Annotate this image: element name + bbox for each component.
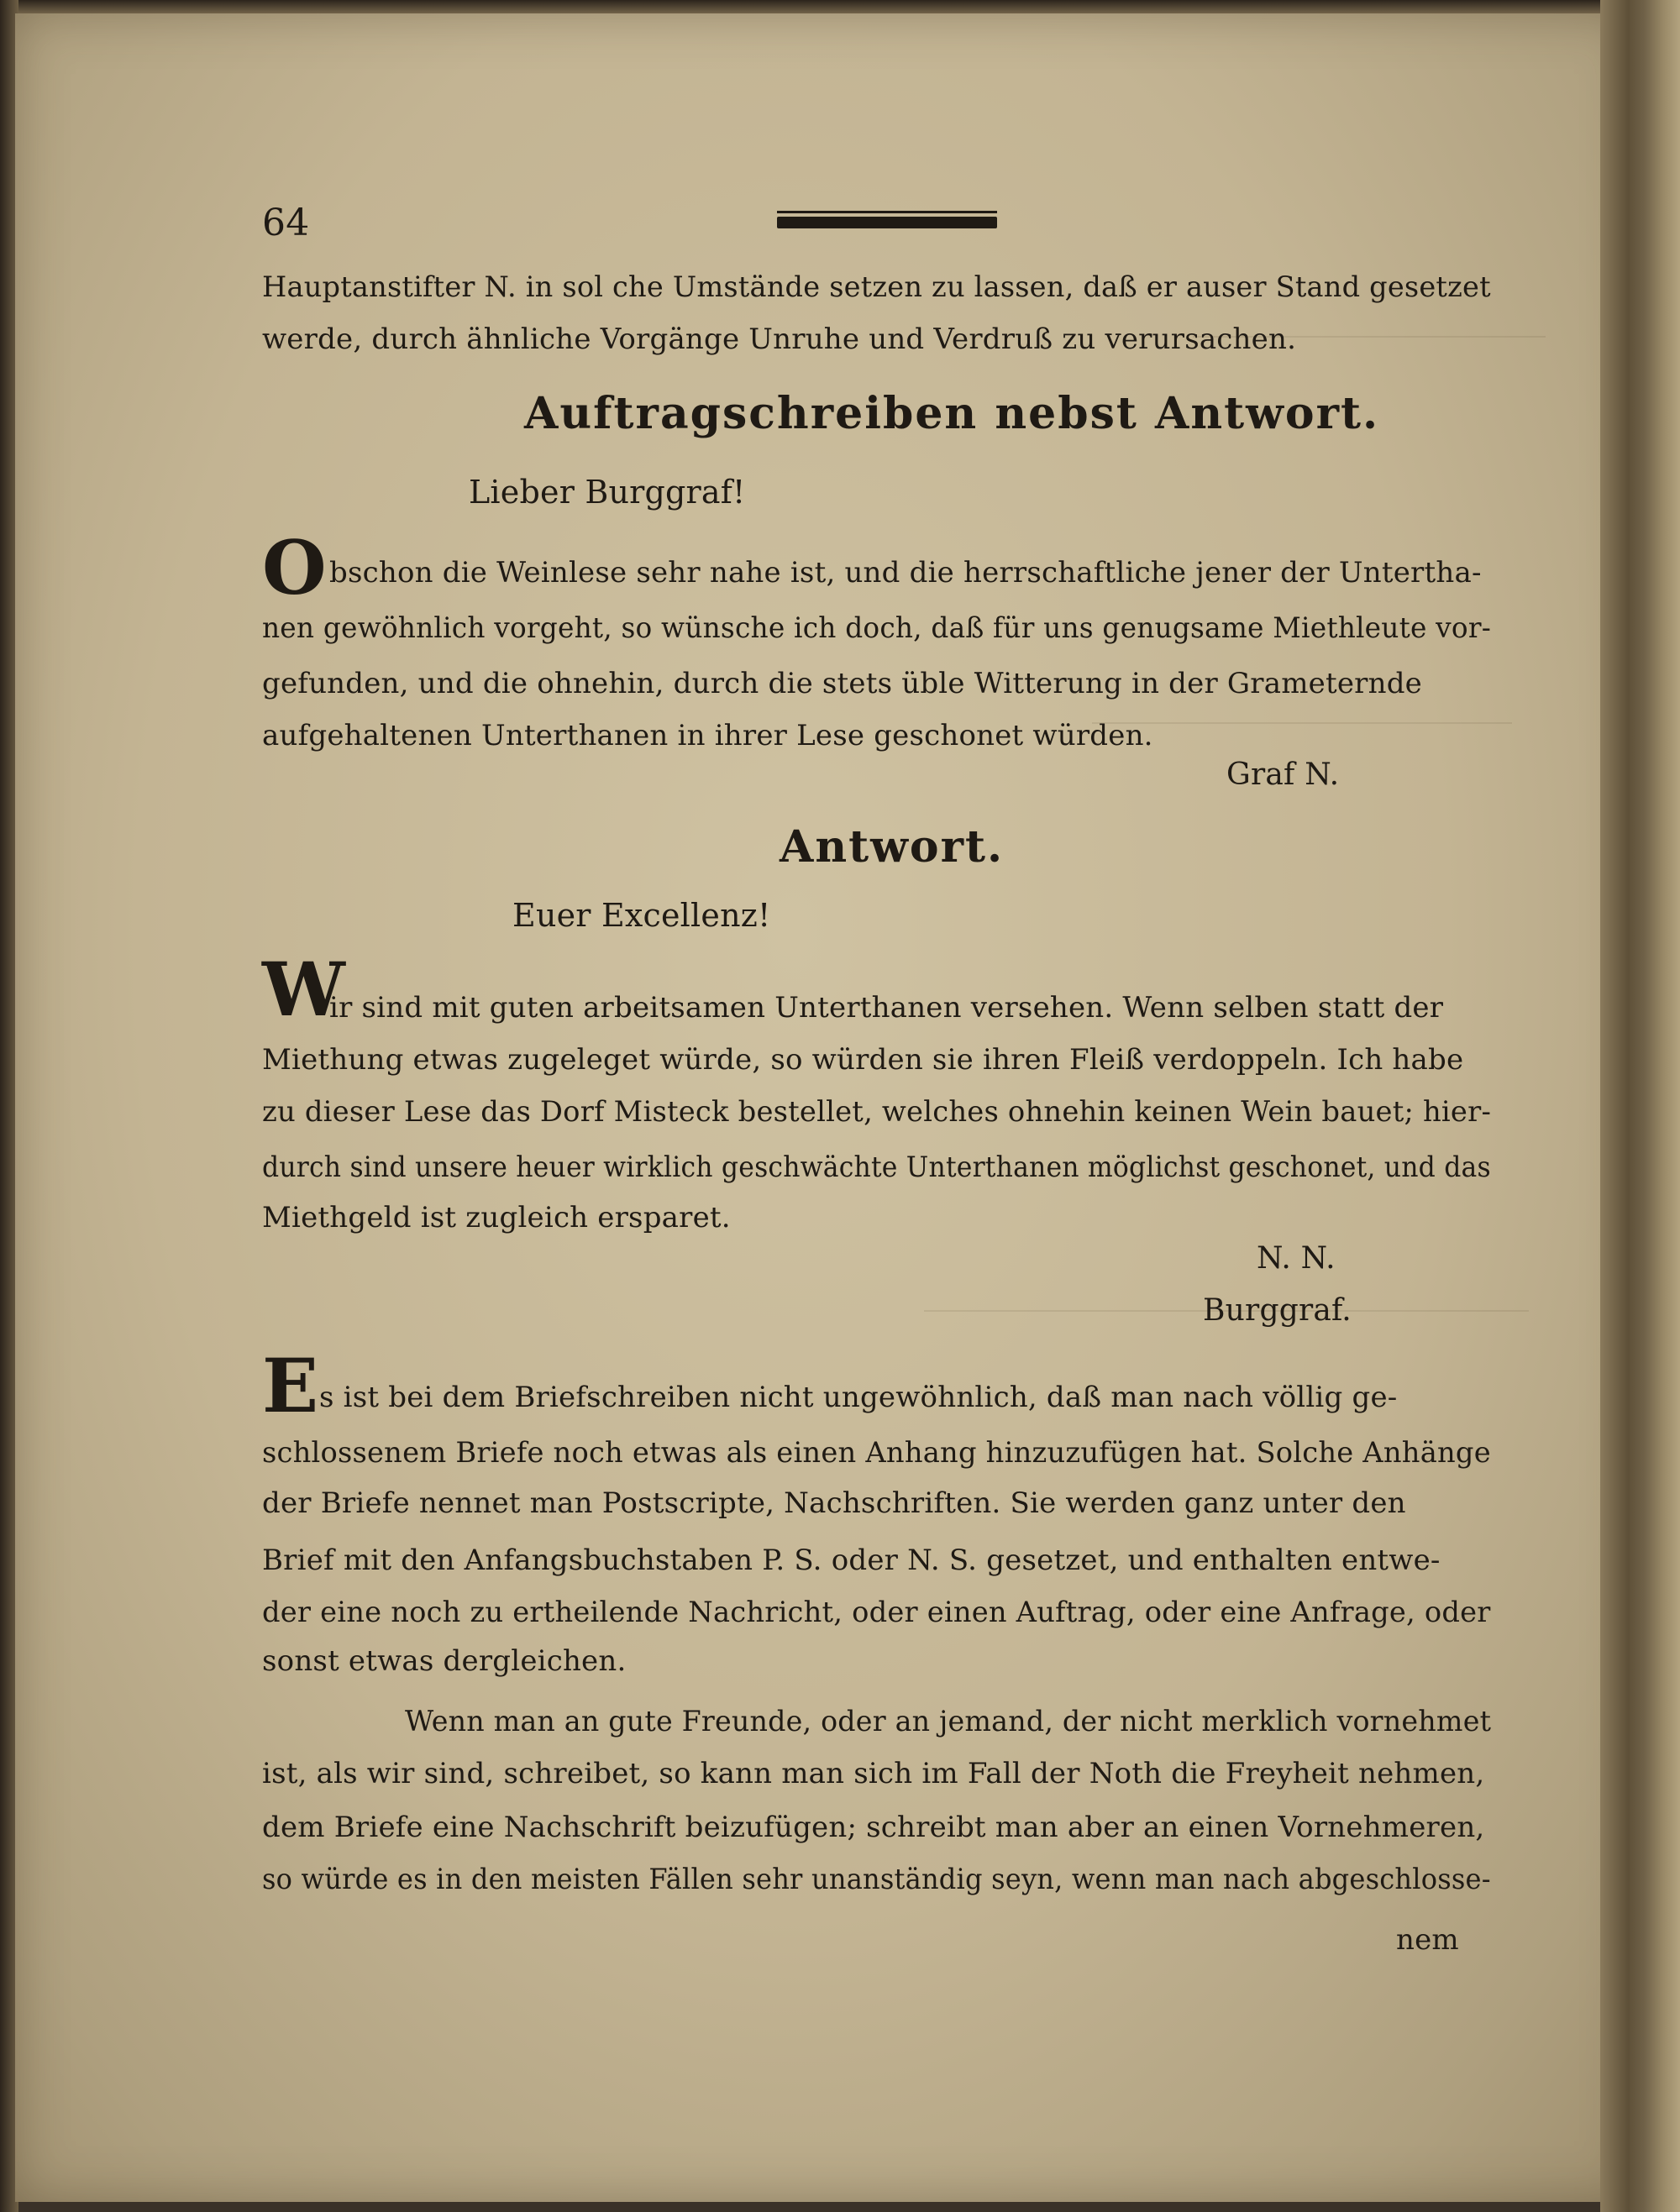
body-line: Wenn man an gute Freunde, oder an jemand, der nicht merklich vornehmet xyxy=(405,1705,1492,1738)
body-line: gefunden, und die ohnehin, durch die stets üble Witterung in der Grameternde xyxy=(262,667,1422,700)
book-gutter xyxy=(1600,0,1680,2212)
body-line: schlossenem Briefe noch etwas als einen Anhang hinzuzufügen hat. Solche Anhänge xyxy=(262,1436,1491,1470)
body-line: Brief mit den Anfangsbuchstaben P. S. oder N. S. gesetzet, und enthalten entwe- xyxy=(262,1544,1441,1577)
body-line: s ist bei dem Briefschreiben nicht ungewöhnlich, daß man nach völlig ge- xyxy=(319,1381,1398,1414)
salutation: Lieber Burggraf! xyxy=(469,474,746,511)
signature: Graf N. xyxy=(1226,757,1340,792)
initial-letter: W xyxy=(262,946,345,1033)
body-line: sonst etwas dergleichen. xyxy=(262,1644,627,1678)
signature: Burggraf. xyxy=(1203,1293,1352,1328)
body-line: der Briefe nennet man Postscripte, Nachschriften. Sie werden ganz unter den xyxy=(262,1486,1406,1520)
signature: N. N. xyxy=(1257,1241,1336,1276)
salutation: Euer Excellenz! xyxy=(512,897,771,934)
body-line: ist, als wir sind, schreibet, so kann man sich im Fall der Noth die Freyheit nehmen, xyxy=(262,1757,1485,1790)
body-line: Miethung etwas zugeleget würde, so würden sie ihren Fleiß verdoppeln. Ich habe xyxy=(262,1043,1464,1077)
body-line: ir sind mit guten arbeitsamen Unterthanen versehen. Wenn selben statt der xyxy=(329,991,1444,1025)
body-line: Miethgeld ist zugleich ersparet. xyxy=(262,1201,731,1234)
section-heading: Antwort. xyxy=(780,821,1005,873)
body-line: Hauptanstifter N. in sol che Umstände setzen zu lassen, daß er auser Stand gesetzet xyxy=(262,270,1491,304)
page-number: 64 xyxy=(262,202,310,244)
initial-letter: E xyxy=(262,1342,319,1429)
section-heading: Auftragschreiben nebst Antwort. xyxy=(524,388,1380,439)
body-line: werde, durch ähnliche Vorgänge Unruhe und Verdruß zu verursachen. xyxy=(262,322,1297,356)
catchword: nem xyxy=(1396,1923,1459,1957)
bleed-through-mark xyxy=(1092,722,1512,724)
body-line: zu dieser Lese das Dorf Misteck bestellet, welches ohnehin keinen Wein bauet; hier- xyxy=(262,1095,1492,1129)
body-line: dem Briefe eine Nachschrift beizufügen; schreibt man aber an einen Vornehmeren, xyxy=(262,1811,1485,1844)
body-line: bschon die Weinlese sehr nahe ist, und die herrschaftliche jener der Untertha- xyxy=(329,556,1482,590)
body-line: durch sind unsere heuer wirklich geschwächte Unterthanen möglichst geschonet, und das xyxy=(262,1151,1491,1184)
header-rule xyxy=(777,217,997,228)
body-line: der eine noch zu ertheilende Nachricht, oder einen Auftrag, oder eine Anfrage, oder xyxy=(262,1596,1491,1629)
body-line: aufgehaltenen Unterthanen in ihrer Lese geschonet würden. xyxy=(262,719,1153,752)
initial-letter: O xyxy=(262,524,327,611)
body-line: nen gewöhnlich vorgeht, so wünsche ich doch, daß für uns genugsame Miethleute vor- xyxy=(262,611,1491,645)
body-line: so würde es in den meisten Fällen sehr unanständig seyn, wenn man nach abgeschlosse- xyxy=(262,1863,1491,1896)
